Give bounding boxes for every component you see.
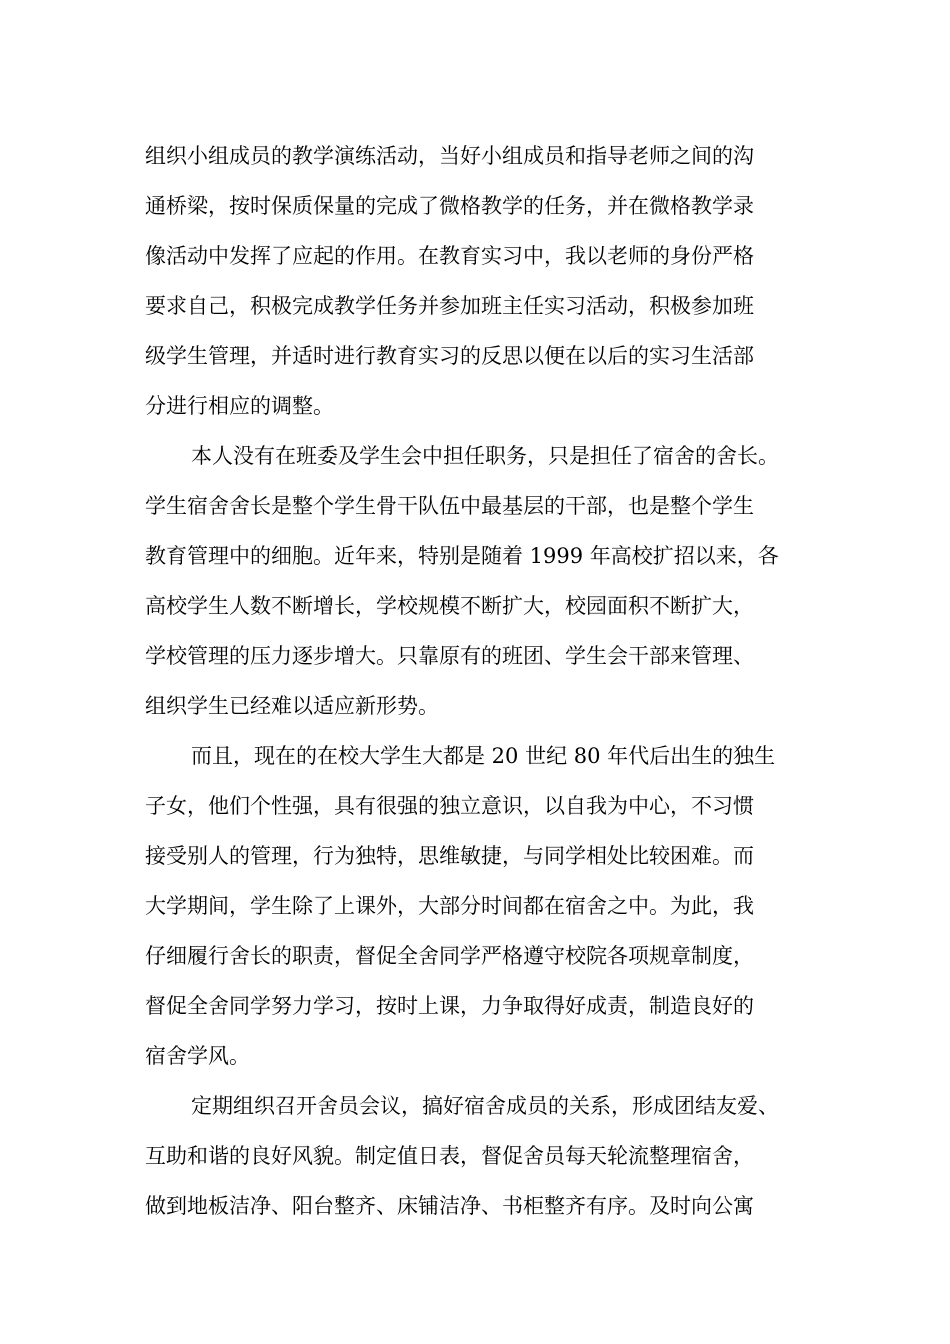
text-line: 高校学生人数不断增长，学校规模不断扩大，校园面积不断扩大，	[145, 594, 754, 618]
text-line: 子女，他们个性强，具有很强的独立意识，以自我为中心，不习惯	[145, 794, 754, 818]
text-line: 仔细履行舍长的职责，督促全舍同学严格遵守校院各项规章制度，	[145, 944, 754, 968]
text-line: 宿舍学风。	[145, 1044, 250, 1068]
text-line: 督促全舍同学努力学习，按时上课，力争取得好成责，制造良好的	[145, 994, 754, 1018]
text-line: 要求自己，积极完成教学任务并参加班主任实习活动，积极参加班	[145, 294, 754, 318]
document-body	[145, 131, 835, 1231]
text-line: 学生宿舍舍长是整个学生骨干队伍中最基层的干部，也是整个学生	[145, 494, 754, 518]
text-line: 组织学生已经难以适应新形势。	[145, 694, 439, 718]
text-line: 通桥梁，按时保质保量的完成了微格教学的任务，并在微格教学录	[145, 194, 754, 218]
text-line: 接受别人的管理，行为独特，思维敏捷，与同学相处比较困难。而	[145, 844, 754, 868]
text-line: 做到地板洁净、阳台整齐、床铺洁净、书柜整齐有序。及时向公寓	[145, 1194, 754, 1218]
text-line: 级学生管理，并适时进行教育实习的反思以便在以后的实习生活部	[145, 344, 754, 368]
text-line: 像活动中发挥了应起的作用。在教育实习中，我以老师的身份严格	[145, 244, 754, 268]
paragraph-first-line: 而且，现在的在校大学生大都是 20 世纪 80 年代后出生的独生	[191, 744, 776, 768]
paragraph-first-line: 本人没有在班委及学生会中担任职务，只是担任了宿舍的舍长。	[191, 444, 779, 468]
paragraph-first-line: 定期组织召开舍员会议，搞好宿舍成员的关系，形成团结友爱、	[191, 1094, 779, 1118]
text-line: 学校管理的压力逐步增大。只靠原有的班团、学生会干部来管理、	[145, 644, 754, 668]
text-line: 互助和谐的良好风貌。制定值日表，督促舍员每天轮流整理宿舍，	[145, 1144, 754, 1168]
text-line: 分进行相应的调整。	[145, 394, 334, 418]
text-line: 大学期间，学生除了上课外，大部分时间都在宿舍之中。为此，我	[145, 894, 754, 918]
text-line: 组织小组成员的教学演练活动，当好小组成员和指导老师之间的沟	[145, 144, 754, 168]
text-line: 教育管理中的细胞。近年来，特别是随着 1999 年高校扩招以来，各	[145, 544, 779, 568]
